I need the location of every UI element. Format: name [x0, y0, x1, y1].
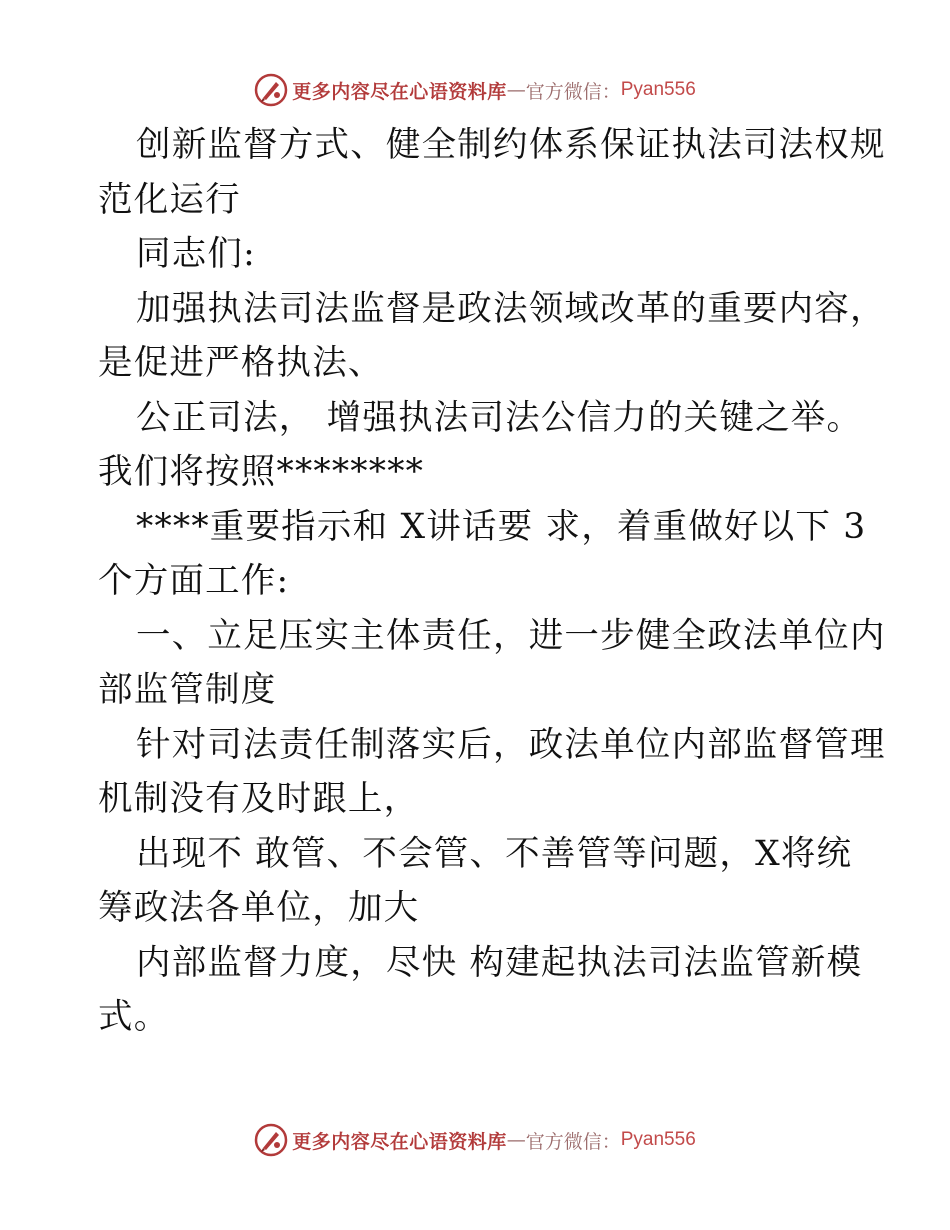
- watermark-dash: —: [506, 79, 526, 101]
- watermark-brand: 更多内容尽在心语资料库: [292, 1130, 507, 1153]
- watermark-dash: —: [506, 1129, 526, 1151]
- quill-logo-icon: [254, 73, 288, 107]
- paragraph-line: 筹政法各单位，加大: [98, 888, 420, 928]
- watermark-label: 官方微信：: [525, 1130, 621, 1153]
- watermark-brand: 更多内容尽在心语资料库: [292, 80, 507, 103]
- paragraph-line: 我们将按照********: [98, 452, 425, 492]
- watermark-id: Pyan556: [620, 1129, 696, 1150]
- paragraph-line: 式。: [98, 997, 170, 1037]
- section-heading: 部监管制度: [98, 670, 277, 710]
- paragraph-line: 出现不 敢管、不会管、不善管等问题，X将统: [136, 833, 853, 874]
- paragraph-line: 内部监督力度，尽快 构建起执法司法监管新模: [136, 942, 863, 983]
- title-line-1: 创新监督方式、健全制约体系保证执法司法权规: [136, 125, 886, 165]
- title-line-2: 范化运行: [98, 179, 241, 220]
- paragraph-line: ****重要指示和 X讲话要 求，着重做好以下 3: [136, 506, 867, 547]
- paragraph-line: 加强执法司法监督是政法领域改革的重要内容，: [136, 288, 886, 329]
- paragraph-line: 个方面工作:: [98, 561, 290, 601]
- section-heading: 一、立足压实主体责任，进一步健全政法单位内: [136, 615, 886, 656]
- paragraph-line: 是促进严格执法、: [98, 343, 384, 383]
- watermark-label: 官方微信：: [525, 80, 621, 103]
- paragraph-line: 公正司法， 增强执法司法公信力的关键之举。: [136, 397, 863, 438]
- watermark-id: Pyan556: [620, 79, 696, 100]
- watermark-footer: [0, 1120, 950, 1160]
- watermark-header: [0, 70, 950, 110]
- paragraph-line: 机制没有及时跟上，: [98, 779, 420, 819]
- salutation: 同志们:: [136, 234, 256, 274]
- quill-logo-icon: [254, 1123, 288, 1157]
- paragraph-line: 针对司法责任制落实后，政法单位内部监督管理: [136, 724, 886, 765]
- document-body: [98, 118, 886, 1045]
